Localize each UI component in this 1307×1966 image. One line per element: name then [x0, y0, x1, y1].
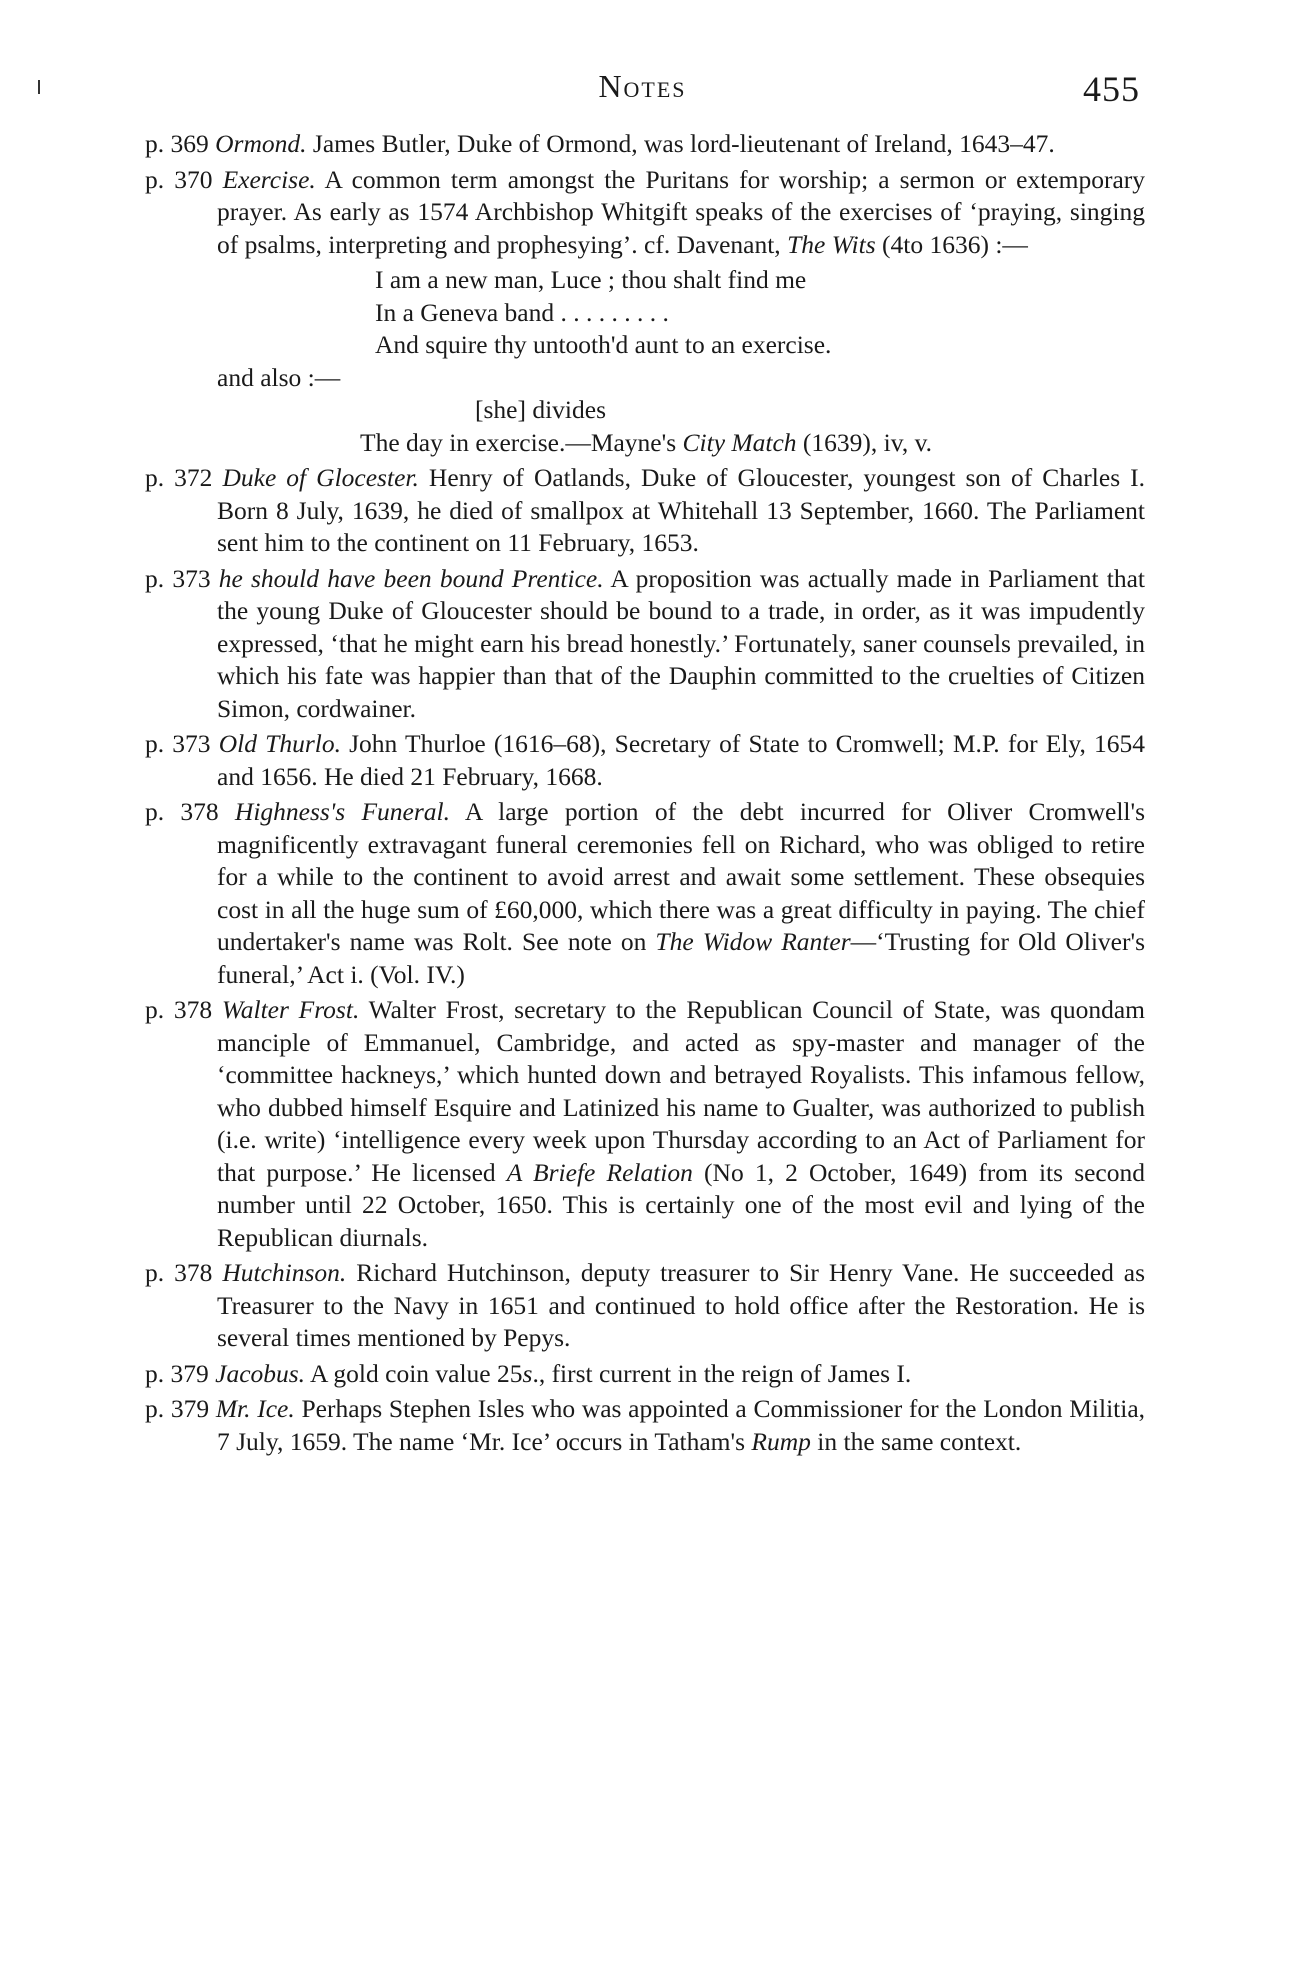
note-old-thurlo [145, 728, 1145, 793]
note-text: in the same context. [817, 1426, 1022, 1456]
note-page-ref: p. 378 [145, 1258, 213, 1287]
note-text: A proposition was actually made in Parliament that the young Duke of Gloucester should be bound to a trade, in order, as it was impudently expressed, ‘that he might earn his bread honestly.’ Fortunately, saner counsels prevailed, in which his fate was happier than that of the Dauphin committed to the cruelties of Citizen Simon, cordwainer. [217, 563, 1145, 723]
running-head: Notes [598, 68, 687, 104]
note-heading: Old Thurlo. [218, 729, 341, 758]
note-title: The Widow Ranter [655, 927, 851, 956]
quote-line: (1639), iv, v. [802, 427, 933, 457]
note-heading: Walter Frost. [221, 995, 360, 1024]
note-page-ref: p. 379 [145, 1358, 209, 1388]
note-mr-ice [145, 1393, 1145, 1458]
note-heading: he should have been bound Prentice. [218, 563, 604, 593]
quote-line: [she] divides [475, 395, 607, 424]
note-text: A large portion of the debt incurred for Oliver Cromwell's magnificently extravagant funeral ceremonies fell on Richard, who was obliged to retire for a while to the continent to avoid arrest and await some settlement. These obsequies cost in all the huge sum of £60,000, which there was a great difficulty in paying. The chief undertaker's name was Rolt. See note on [217, 797, 1146, 956]
note-text: James Butler, Duke of Ormond, was lord-lieutenant of Ireland, 1643–47. [312, 129, 1055, 158]
margin-mark [38, 80, 40, 94]
page-number: 455 [1083, 69, 1140, 109]
note-text: (4to 1636) :— [882, 229, 1028, 259]
note-title: s [522, 1358, 533, 1388]
note-page-ref: p. 378 [145, 797, 219, 826]
note-text: Richard Hutchinson, deputy treasurer to Sir Henry Vane. He succeeded as Treasurer to the Navy in 1651 and continued to hold office after the Restoration. He is several times mentioned by Pepys. [217, 1258, 1146, 1352]
verse-quotation [145, 264, 1145, 362]
note-page-ref: p. 370 [145, 164, 213, 194]
mayne-quotation [145, 394, 1145, 459]
note-heading: Mr. Ice. [215, 1394, 295, 1423]
note-ormond [145, 128, 1145, 161]
note-title: The Wits [787, 229, 876, 259]
note-page-ref: p. 373 [145, 563, 211, 593]
note-duke-of-glocester [145, 462, 1145, 560]
and-also: and also :— [217, 362, 341, 392]
note-exercise [145, 164, 1145, 262]
note-text: (No 1, 2 October, 1649) from its second number until 22 October, 1650. This is certainly one of the most evil and lying of the Republican diurnals. [217, 1157, 1146, 1252]
note-text: John Thurloe (1616–68), Secretary of State to Cromwell; M.P. for Ely, 1654 and 1656. He died 21 February, 1668. [217, 729, 1146, 791]
note-walter-frost [145, 994, 1145, 1254]
note-bound-prentice [145, 563, 1145, 726]
quote-title: City Match [682, 427, 797, 457]
note-page-ref: p. 373 [145, 729, 211, 758]
page-header [145, 68, 1140, 118]
note-page-ref: p. 372 [145, 463, 213, 492]
verse-line: I am a new man, Luce ; thou shalt find me [375, 265, 807, 294]
note-heading: Duke of Glocester. [222, 463, 419, 492]
note-text: Perhaps Stephen Isles who was appointed a Commissioner for the London Militia, 7 July, 1659. The name ‘Mr. Ice’ occurs in Tatham's [217, 1394, 1146, 1456]
quote-line: The day in exercise.—Mayne's [360, 427, 677, 457]
note-text: ., first current in the reign of James I. [532, 1358, 912, 1388]
note-heading: Hutchinson. [222, 1258, 347, 1287]
note-text: Henry of Oatlands, Duke of Gloucester, youngest son of Charles I. Born 8 July, 1639, he died of smallpox at Whitehall 13 September, 1660. The Parliament sent him to the continent on 11 February, 1653. [217, 463, 1146, 557]
note-heading: Jacobus. [215, 1358, 306, 1388]
note-jacobus [145, 1358, 1145, 1391]
note-heading: Exercise. [222, 164, 316, 194]
note-text: A common term amongst the Puritans for worship; a sermon or extemporary prayer. As early as 1574 Archbishop Whitgift speaks of the exercises of ‘praying, singing of psalms, interpreting and prophesying’. cf. Davenant, [217, 164, 1146, 259]
verse-line: And squire thy untooth'd aunt to an exercise. [375, 330, 832, 359]
note-text: A gold coin value 25 [310, 1358, 523, 1388]
notes-body [145, 128, 1145, 1461]
note-text: Walter Frost, secretary to the Republican Council of State, was quondam manciple of Emmanuel, Cambridge, and acted as spy-master and manager of the ‘committee hackneys,’ which hunted down and betrayed Royalists. This infamous fellow, who dubbed himself Esquire and Latinized his name to Gualter, was authorized to publish (i.e. write) ‘intelligence every week upon Thursday according to an Act of Parliament for that purpose.’ He licensed [217, 995, 1146, 1187]
note-heading: Highness's Funeral. [234, 797, 450, 826]
note-highness-funeral [145, 796, 1145, 991]
note-title: A Briefe Relation [506, 1157, 693, 1187]
note-page-ref: p. 378 [145, 995, 213, 1024]
note-page-ref: p. 379 [145, 1394, 210, 1423]
note-title: Rump [751, 1426, 811, 1456]
verse-line: In a Geneva band . . . . . . . . . [375, 297, 669, 327]
note-text: —‘Trusting for Old Oliver's funeral,’ Act i. (Vol. IV.) [217, 927, 1145, 989]
note-hutchinson [145, 1257, 1145, 1355]
note-heading: Ormond. [215, 129, 307, 158]
note-page-ref: p. 369 [145, 129, 209, 158]
